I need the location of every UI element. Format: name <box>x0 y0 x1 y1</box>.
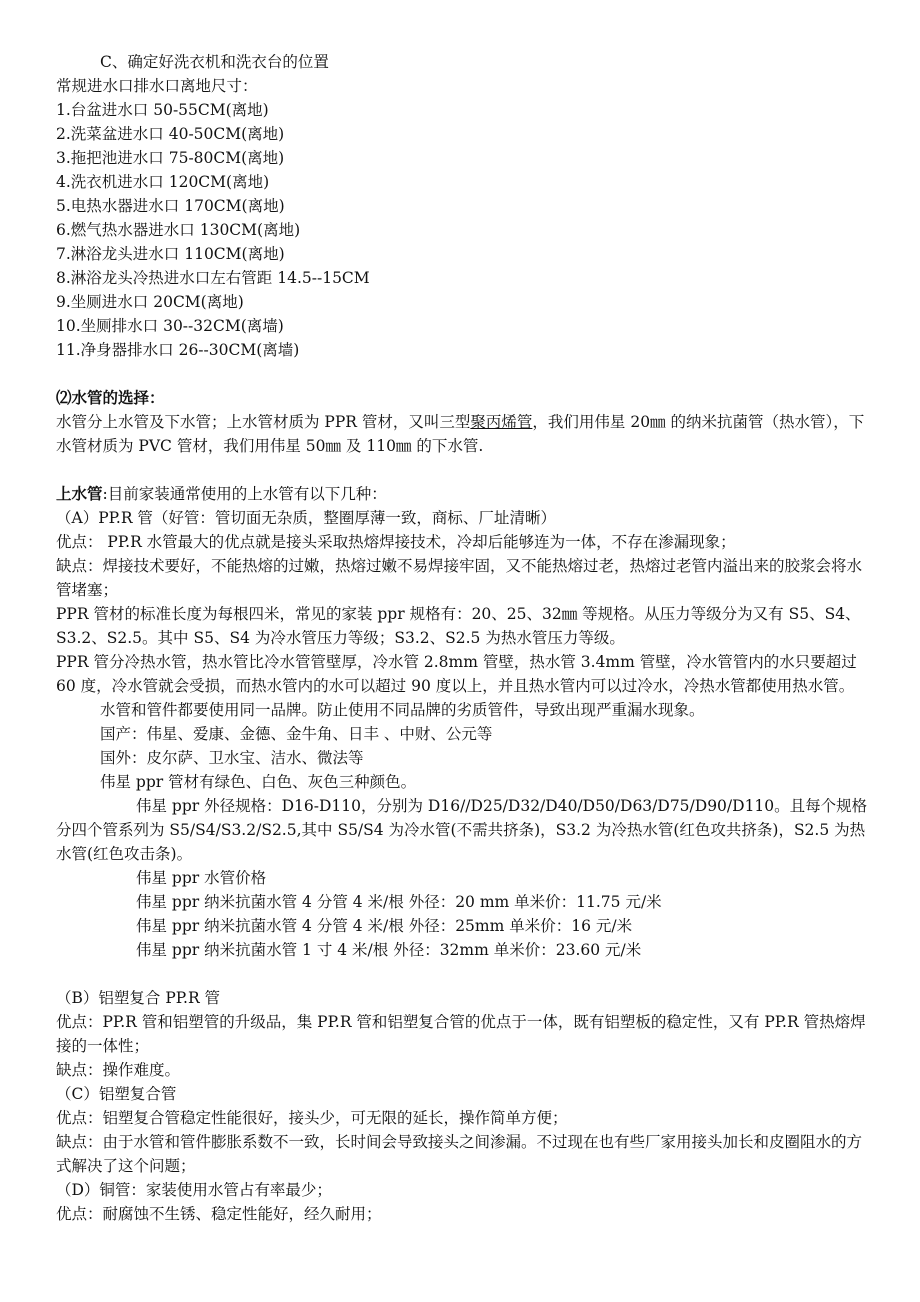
domestic-brands: 国产：伟星、爱康、金德、金牛角、日丰 、中财、公元等 <box>100 725 493 743</box>
ppr-cons: 缺点：焊接技术要好，不能热熔的过嫩，热熔过嫩不易焊接牢固，又不能热熔过老，热熔过老管内溢出来的胶浆会将水管堵塞； <box>56 557 863 599</box>
ppr-title: （A）PP.R 管（好管：管切面无杂质，整圈厚薄一致，商标、厂址清晰） <box>56 509 556 527</box>
upper-pipe-label: 上水管 <box>56 484 103 503</box>
section-c2-cons: 缺点：由于水管和管件膨胀系数不一致，长时间会导致接头之间渗漏。不过现在也有些厂家用接头加长和皮圈阻水的方式解决了这个问题； <box>56 1133 863 1175</box>
list-item: 10.坐厕排水口 30--32CM(离墙) <box>56 317 284 335</box>
price-row: 伟星 ppr 纳米抗菌水管 4 分管 4 米/根 外径：20 mm 单米价：11.75 元/米 <box>136 893 662 911</box>
list-item: 7.淋浴龙头进水口 110CM(离地) <box>56 245 285 263</box>
list-item: 1.台盆进水口 50-55CM(离地) <box>56 101 269 119</box>
list-item: 8.淋浴龙头冷热进水口左右管距 14.5--15CM <box>56 269 370 287</box>
intro-text-after: ，我们用伟星 20㎜ 的纳米抗菌管（热水管），下水管材质为 PVC 管材，我们用伟星 50㎜ 及 110㎜ 的下水管. <box>56 413 865 455</box>
list-item: 3.拖把池进水口 75-80CM(离地) <box>56 149 285 167</box>
price-title: 伟星 ppr 水管价格 <box>136 869 267 887</box>
intro-text-before: 水管分上水管及下水管；上水管材质为 PPR 管材，又叫三型 <box>56 413 471 431</box>
upper-pipe-intro <box>56 482 868 506</box>
foreign-brands: 国外：皮尔萨、卫水宝、洁水、微法等 <box>100 749 364 767</box>
document-page <box>56 50 868 1226</box>
section-d-title: （D）铜管：家装使用水管占有率最少； <box>56 1181 332 1199</box>
list-item: 4.洗衣机进水口 120CM(离地) <box>56 173 270 191</box>
section-c2-pros: 优点：铝塑复合管稳定性能很好，接头少，可无限的延长，操作简单方便； <box>56 1109 568 1127</box>
list-item: 9.坐厕进水口 20CM(离地) <box>56 293 244 311</box>
ppr-spec-standard: PPR 管材的标准长度为每根四米，常见的家装 ppr 规格有：20、25、32㎜ 等规格。从压力等级分为又有 S5、S4、S3.2、S2.5。其中 S5、S4 为冷水管压力等级；S3.2、S2.5 为热水管压力等级。 <box>56 605 861 647</box>
section-b-title: （B）铝塑复合 PP.R 管 <box>56 989 221 1007</box>
ppr-pros: 优点： PP.R 水管最大的优点就是接头采取热熔焊接技术，冷却后能够连为一体，不存在渗漏现象； <box>56 533 736 551</box>
inlet-height-list <box>56 98 868 362</box>
price-row: 伟星 ppr 纳米抗菌水管 1 寸 4 米/根 外径：32mm 单米价：23.60 元/米 <box>136 941 642 959</box>
section-b-cons: 缺点：操作难度。 <box>56 1061 181 1079</box>
price-row: 伟星 ppr 纳米抗菌水管 4 分管 4 米/根 外径：25mm 单米价：16 元/米 <box>136 917 633 935</box>
section-c-subtitle: 常规进水口排水口离地尺寸： <box>56 77 258 95</box>
polypropylene-link[interactable]: 聚丙烯管 <box>470 413 533 431</box>
section-b-pros: 优点：PP.R 管和铝塑管的升级品，集 PP.R 管和铝塑复合管的优点于一体，既有铝塑板的稳定性，又有 PP.R 管热熔焊接的一体性； <box>56 1013 866 1055</box>
brand-note: 水管和管件都要使用同一品牌。防止使用不同品牌的劣质管件，导致出现严重漏水现象。 <box>100 701 705 719</box>
list-item: 5.电热水器进水口 170CM(离地) <box>56 197 285 215</box>
list-item: 6.燃气热水器进水口 130CM(离地) <box>56 221 301 239</box>
pipe-selection-intro <box>56 410 868 458</box>
ppr-sizes: 伟星 ppr 外径规格：D16-D110，分别为 D16//D25/D32/D40/D50/D63/D75/D90/D110。且每个规格分四个管系列为 S5/S4/S3.2/S2.5,其中 S5/S4 为冷水管(不需共挤条)，S3.2 为冷热水管(红色攻共挤条)，S2.5 为热水管(红色攻击条)。 <box>56 797 868 863</box>
section-c2-title: （C）铝塑复合管 <box>56 1085 177 1103</box>
upper-pipe-intro-text: :目前家装通常使用的上水管有以下几种： <box>102 485 387 503</box>
section-c-title: C、确定好洗衣机和洗衣台的位置 <box>100 53 329 71</box>
ppr-colors: 伟星 ppr 管材有绿色、白色、灰色三种颜色。 <box>100 773 417 791</box>
ppr-spec-hot-cold: PPR 管分冷热水管，热水管比冷水管管壁厚，冷水管 2.8mm 管壁，热水管 3.4mm 管壁，冷水管管内的水只要超过 60 度，冷水管就会受损，而热水管内的水可以超过 90 度以上，并且热水管内可以过冷水，冷热水管都使用热水管。 <box>56 653 857 695</box>
section-d-pros: 优点：耐腐蚀不生锈、稳定性能好，经久耐用； <box>56 1205 382 1223</box>
list-item: 2.洗菜盆进水口 40-50CM(离地) <box>56 125 285 143</box>
pipe-selection-heading: ⑵水管的选择： <box>56 388 165 407</box>
list-item: 11.净身器排水口 26--30CM(离墙) <box>56 341 300 359</box>
